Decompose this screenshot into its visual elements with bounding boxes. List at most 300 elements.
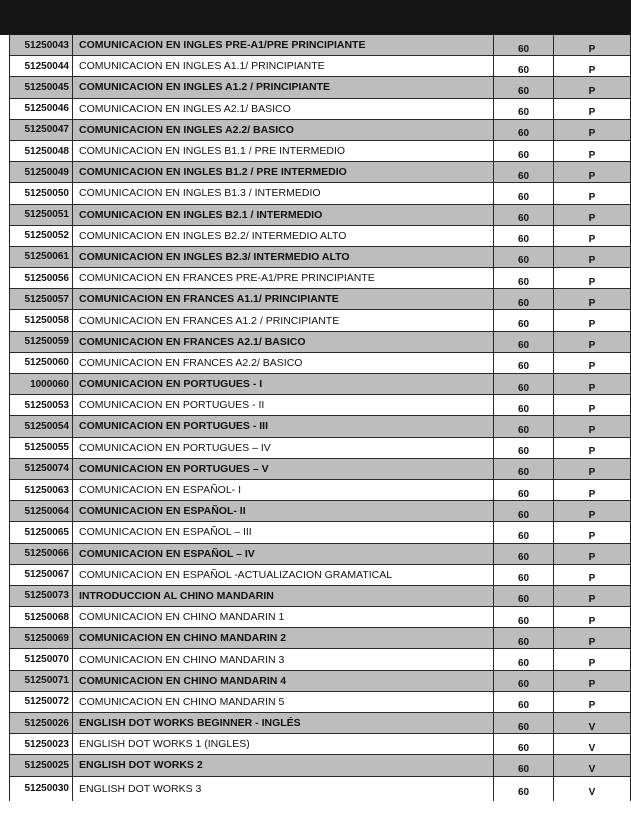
course-name: COMUNICACION EN ESPAÑOL – IV	[79, 547, 255, 560]
course-type: P	[588, 530, 596, 542]
course-code-cell	[10, 459, 73, 479]
table-row	[10, 713, 630, 734]
course-name: COMUNICACION EN ESPAÑOL -ACTUALIZACION GRAMATICAL	[79, 568, 393, 581]
course-name: COMUNICACION EN CHINO MANDARIN 5	[79, 695, 285, 708]
course-name-cell	[73, 480, 494, 500]
course-type-cell	[554, 459, 630, 479]
course-hours: 60	[517, 234, 530, 246]
course-hours: 60	[517, 297, 530, 309]
course-type: P	[588, 128, 596, 140]
course-code-cell	[10, 395, 73, 415]
course-name-cell	[73, 374, 494, 394]
course-name-cell	[73, 777, 494, 801]
course-name: COMUNICACION EN INGLES B1.2 / PRE INTERMEDIO	[79, 166, 347, 179]
course-name: COMUNICACION EN INGLES A1.2 / PRINCIPIANTE	[79, 81, 331, 94]
table-row	[10, 99, 630, 120]
course-hours: 60	[517, 636, 530, 648]
table-row	[10, 205, 630, 226]
course-table	[9, 35, 631, 801]
course-code: 51250059	[24, 336, 69, 348]
course-name-cell	[73, 628, 494, 648]
table-row	[10, 332, 630, 353]
table-row	[10, 35, 630, 56]
course-name-cell	[73, 734, 494, 754]
course-name: COMUNICACION EN ESPAÑOL- I	[79, 484, 241, 497]
course-type: P	[588, 107, 596, 119]
course-name-cell	[73, 226, 494, 246]
course-hours-cell	[494, 183, 554, 203]
table-row	[10, 395, 630, 416]
course-code: 51250066	[24, 548, 69, 560]
course-type-cell	[554, 755, 630, 775]
course-name-cell	[73, 755, 494, 775]
course-name: COMUNICACION EN CHINO MANDARIN 4	[79, 674, 287, 687]
course-hours-cell	[494, 310, 554, 330]
course-code: 51250049	[24, 166, 69, 178]
course-code: 51250050	[24, 187, 69, 199]
course-hours: 60	[517, 573, 530, 585]
course-hours: 60	[517, 403, 530, 415]
course-type-cell	[554, 289, 630, 309]
course-type-cell	[554, 607, 630, 627]
course-code: 51250064	[24, 505, 69, 517]
course-name-cell	[73, 77, 494, 97]
course-type: P	[588, 191, 596, 203]
course-code-cell	[10, 183, 73, 203]
course-code: 51250051	[24, 209, 69, 221]
course-hours-cell	[494, 205, 554, 225]
course-hours-cell	[494, 289, 554, 309]
course-code-cell	[10, 713, 73, 733]
course-type-cell	[554, 586, 630, 606]
table-row	[10, 586, 630, 607]
table-row	[10, 416, 630, 437]
course-type: P	[588, 488, 596, 500]
course-name-cell	[73, 438, 494, 458]
course-name: COMUNICACION EN FRANCES A2.2/ BASICO	[79, 356, 303, 369]
course-hours: 60	[517, 424, 530, 436]
course-hours-cell	[494, 480, 554, 500]
course-code-cell	[10, 353, 73, 373]
course-hours: 60	[517, 319, 530, 331]
course-code-cell	[10, 755, 73, 775]
course-type-cell	[554, 734, 630, 754]
header-bar	[0, 0, 631, 35]
table-row	[10, 141, 630, 162]
table-row	[10, 480, 630, 501]
course-code: 51250046	[24, 103, 69, 115]
course-name: COMUNICACION EN ESPAÑOL – III	[79, 526, 252, 539]
table-row	[10, 56, 630, 77]
course-type-cell	[554, 99, 630, 119]
course-hours-cell	[494, 416, 554, 436]
course-hours-cell	[494, 353, 554, 373]
course-type: P	[588, 149, 596, 161]
course-name-cell	[73, 586, 494, 606]
course-type-cell	[554, 544, 630, 564]
course-type: V	[588, 721, 596, 733]
table-row	[10, 438, 630, 459]
course-name: COMUNICACION EN PORTUGUES – V	[79, 462, 269, 475]
course-name: COMUNICACION EN CHINO MANDARIN 1	[79, 611, 285, 624]
course-type: P	[588, 403, 596, 415]
course-name: COMUNICACION EN INGLES B1.3 / INTERMEDIO	[79, 187, 321, 200]
course-type-cell	[554, 628, 630, 648]
course-type-cell	[554, 522, 630, 542]
course-name: COMUNICACION EN PORTUGUES - II	[79, 399, 265, 412]
course-hours-cell	[494, 692, 554, 712]
course-type: P	[588, 213, 596, 225]
course-type-cell	[554, 438, 630, 458]
course-code-cell	[10, 205, 73, 225]
course-hours: 60	[517, 107, 530, 119]
course-hours-cell	[494, 395, 554, 415]
course-code: 51250065	[24, 526, 69, 538]
course-type: P	[588, 170, 596, 182]
course-name-cell	[73, 205, 494, 225]
course-name: INTRODUCCION AL CHINO MANDARIN	[79, 589, 274, 602]
course-name: COMUNICACION EN FRANCES A1.1/ PRINCIPIANTE	[79, 293, 339, 306]
course-name-cell	[73, 416, 494, 436]
course-type-cell	[554, 56, 630, 76]
course-code-cell	[10, 374, 73, 394]
table-row	[10, 565, 630, 586]
table-row	[10, 522, 630, 543]
course-code: 51250025	[24, 759, 69, 771]
course-code: 51250047	[24, 124, 69, 136]
course-name: ENGLISH DOT WORKS BEGINNER - INGLÉS	[79, 717, 301, 730]
table-row	[10, 353, 630, 374]
course-type: P	[588, 700, 596, 712]
course-type: V	[588, 763, 596, 775]
course-name: COMUNICACION EN PORTUGUES - III	[79, 420, 269, 433]
course-type: P	[588, 636, 596, 648]
course-hours: 60	[517, 382, 530, 394]
table-row	[10, 183, 630, 204]
table-row	[10, 226, 630, 247]
course-type: P	[588, 255, 596, 267]
course-hours-cell	[494, 226, 554, 246]
course-hours: 60	[517, 594, 530, 606]
course-type: P	[588, 297, 596, 309]
course-type-cell	[554, 501, 630, 521]
course-hours: 60	[517, 446, 530, 458]
table-row	[10, 310, 630, 331]
table-row	[10, 649, 630, 670]
course-code-cell	[10, 226, 73, 246]
course-code: 51250061	[24, 251, 69, 263]
course-code-cell	[10, 310, 73, 330]
table-row	[10, 268, 630, 289]
course-code-cell	[10, 522, 73, 542]
course-name: ENGLISH DOT WORKS 2	[79, 759, 203, 772]
course-hours: 60	[517, 721, 530, 733]
course-hours-cell	[494, 77, 554, 97]
course-hours-cell	[494, 268, 554, 288]
course-code-cell	[10, 56, 73, 76]
course-code-cell	[10, 777, 73, 801]
course-type: P	[588, 340, 596, 352]
course-code: 51250067	[24, 569, 69, 581]
course-hours: 60	[517, 552, 530, 564]
course-code: 51250030	[24, 783, 69, 795]
course-type: P	[588, 43, 596, 55]
course-code: 51250044	[24, 60, 69, 72]
course-type: P	[588, 276, 596, 288]
course-hours-cell	[494, 628, 554, 648]
course-hours: 60	[517, 488, 530, 500]
table-row	[10, 671, 630, 692]
course-code: 51250052	[24, 230, 69, 242]
course-code: 51250023	[24, 738, 69, 750]
course-name: COMUNICACION EN ESPAÑOL- II	[79, 505, 246, 518]
course-code: 51250070	[24, 654, 69, 666]
course-code: 51250057	[24, 293, 69, 305]
course-name-cell	[73, 183, 494, 203]
course-hours: 60	[517, 340, 530, 352]
table-row	[10, 692, 630, 713]
course-hours-cell	[494, 522, 554, 542]
table-row	[10, 247, 630, 268]
table-row	[10, 459, 630, 480]
course-hours-cell	[494, 777, 554, 801]
course-code: 1000060	[30, 378, 69, 390]
table-row	[10, 162, 630, 183]
course-type-cell	[554, 777, 630, 801]
course-type: P	[588, 446, 596, 458]
course-name: COMUNICACION EN FRANCES A2.1/ BASICO	[79, 335, 306, 348]
course-hours: 60	[517, 255, 530, 267]
course-code: 51250056	[24, 272, 69, 284]
course-type-cell	[554, 310, 630, 330]
course-code-cell	[10, 332, 73, 352]
course-hours: 60	[517, 700, 530, 712]
course-name-cell	[73, 692, 494, 712]
course-name-cell	[73, 289, 494, 309]
course-name: ENGLISH DOT WORKS 1 (INGLES)	[79, 738, 250, 751]
table-row	[10, 628, 630, 649]
course-name-cell	[73, 671, 494, 691]
course-code: 51250074	[24, 463, 69, 475]
course-code-cell	[10, 99, 73, 119]
course-name-cell	[73, 332, 494, 352]
course-type: P	[588, 594, 596, 606]
course-hours-cell	[494, 438, 554, 458]
course-hours: 60	[517, 763, 530, 775]
course-name: COMUNICACION EN INGLES B2.2/ INTERMEDIO ALTO	[79, 229, 347, 242]
course-type: P	[588, 658, 596, 670]
course-hours-cell	[494, 586, 554, 606]
course-name-cell	[73, 247, 494, 267]
course-code-cell	[10, 268, 73, 288]
course-type-cell	[554, 77, 630, 97]
course-name: COMUNICACION EN INGLES A1.1/ PRINCIPIANTE	[79, 60, 325, 73]
course-code-cell	[10, 649, 73, 669]
course-code-cell	[10, 671, 73, 691]
course-hours-cell	[494, 35, 554, 55]
course-code-cell	[10, 628, 73, 648]
course-name: ENGLISH DOT WORKS 3	[79, 782, 202, 795]
course-code-cell	[10, 586, 73, 606]
course-name: COMUNICACION EN INGLES B1.1 / PRE INTERMEDIO	[79, 145, 346, 158]
course-name: COMUNICACION EN INGLES B2.3/ INTERMEDIO ALTO	[79, 250, 350, 263]
course-type: P	[588, 467, 596, 479]
course-code: 51250048	[24, 145, 69, 157]
course-name: COMUNICACION EN FRANCES PRE-A1/PRE PRINCIPIANTE	[79, 272, 375, 285]
course-hours: 60	[517, 213, 530, 225]
course-name-cell	[73, 268, 494, 288]
course-hours-cell	[494, 120, 554, 140]
course-type-cell	[554, 141, 630, 161]
course-code-cell	[10, 77, 73, 97]
course-hours: 60	[517, 64, 530, 76]
course-name-cell	[73, 522, 494, 542]
course-hours-cell	[494, 374, 554, 394]
course-hours-cell	[494, 713, 554, 733]
course-hours: 60	[517, 509, 530, 521]
course-type: P	[588, 509, 596, 521]
course-type: P	[588, 234, 596, 246]
course-type-cell	[554, 671, 630, 691]
course-type-cell	[554, 226, 630, 246]
course-type-cell	[554, 268, 630, 288]
course-code-cell	[10, 141, 73, 161]
course-code: 51250026	[24, 717, 69, 729]
course-code: 51250073	[24, 590, 69, 602]
course-hours-cell	[494, 755, 554, 775]
table-row	[10, 607, 630, 628]
course-type: P	[588, 552, 596, 564]
course-type: V	[588, 742, 596, 754]
course-hours-cell	[494, 607, 554, 627]
course-code: 51250054	[24, 420, 69, 432]
course-hours-cell	[494, 99, 554, 119]
course-name-cell	[73, 35, 494, 55]
course-name-cell	[73, 649, 494, 669]
course-name-cell	[73, 120, 494, 140]
course-hours: 60	[517, 85, 530, 97]
course-type-cell	[554, 162, 630, 182]
course-type: P	[588, 424, 596, 436]
course-code-cell	[10, 416, 73, 436]
course-name-cell	[73, 56, 494, 76]
course-hours: 60	[517, 128, 530, 140]
course-type: V	[588, 787, 596, 799]
course-code: 51250071	[24, 675, 69, 687]
course-name: COMUNICACION EN INGLES A2.2/ BASICO	[79, 123, 294, 136]
course-name-cell	[73, 713, 494, 733]
course-hours-cell	[494, 734, 554, 754]
course-hours: 60	[517, 467, 530, 479]
course-code-cell	[10, 501, 73, 521]
course-type: P	[588, 85, 596, 97]
table-row	[10, 289, 630, 310]
course-hours: 60	[517, 43, 530, 55]
course-code: 51250068	[24, 611, 69, 623]
course-hours: 60	[517, 149, 530, 161]
course-name-cell	[73, 565, 494, 585]
course-code: 51250069	[24, 632, 69, 644]
course-name-cell	[73, 162, 494, 182]
course-hours-cell	[494, 501, 554, 521]
course-name-cell	[73, 607, 494, 627]
course-name-cell	[73, 501, 494, 521]
course-type: P	[588, 382, 596, 394]
course-type-cell	[554, 692, 630, 712]
course-type-cell	[554, 480, 630, 500]
course-type-cell	[554, 353, 630, 373]
course-type-cell	[554, 374, 630, 394]
course-code: 51250045	[24, 81, 69, 93]
course-code: 51250063	[24, 484, 69, 496]
course-code-cell	[10, 120, 73, 140]
course-type-cell	[554, 247, 630, 267]
course-code-cell	[10, 289, 73, 309]
course-type-cell	[554, 120, 630, 140]
course-name: COMUNICACION EN INGLES PRE-A1/PRE PRINCIPIANTE	[79, 39, 366, 52]
course-code: 51250055	[24, 442, 69, 454]
course-name-cell	[73, 459, 494, 479]
course-hours: 60	[517, 787, 530, 799]
course-hours: 60	[517, 530, 530, 542]
course-hours-cell	[494, 671, 554, 691]
course-code-cell	[10, 438, 73, 458]
course-code-cell	[10, 607, 73, 627]
course-hours: 60	[517, 679, 530, 691]
course-name: COMUNICACION EN CHINO MANDARIN 3	[79, 653, 285, 666]
table-row	[10, 501, 630, 522]
course-hours: 60	[517, 191, 530, 203]
table-row	[10, 777, 630, 801]
course-type-cell	[554, 395, 630, 415]
course-code-cell	[10, 480, 73, 500]
course-hours: 60	[517, 742, 530, 754]
course-code: 51250043	[24, 39, 69, 51]
course-hours-cell	[494, 459, 554, 479]
course-code: 51250060	[24, 357, 69, 369]
course-type-cell	[554, 713, 630, 733]
course-hours-cell	[494, 162, 554, 182]
course-type-cell	[554, 649, 630, 669]
course-hours-cell	[494, 141, 554, 161]
course-name: COMUNICACION EN PORTUGUES – IV	[79, 441, 271, 454]
course-hours: 60	[517, 276, 530, 288]
course-code-cell	[10, 162, 73, 182]
course-hours: 60	[517, 361, 530, 373]
table-row	[10, 544, 630, 565]
course-hours-cell	[494, 649, 554, 669]
course-name: COMUNICACION EN INGLES A2.1/ BASICO	[79, 102, 291, 115]
course-code-cell	[10, 692, 73, 712]
course-code-cell	[10, 544, 73, 564]
course-name: COMUNICACION EN CHINO MANDARIN 2	[79, 632, 287, 645]
course-hours-cell	[494, 56, 554, 76]
course-hours-cell	[494, 565, 554, 585]
course-type-cell	[554, 35, 630, 55]
course-hours-cell	[494, 332, 554, 352]
course-hours: 60	[517, 658, 530, 670]
course-type: P	[588, 361, 596, 373]
course-name-cell	[73, 353, 494, 373]
course-code: 51250058	[24, 315, 69, 327]
course-type: P	[588, 573, 596, 585]
table-row	[10, 755, 630, 776]
course-name-cell	[73, 310, 494, 330]
course-type: P	[588, 319, 596, 331]
table-row	[10, 374, 630, 395]
course-name: COMUNICACION EN FRANCES A1.2 / PRINCIPIANTE	[79, 314, 340, 327]
course-name-cell	[73, 544, 494, 564]
